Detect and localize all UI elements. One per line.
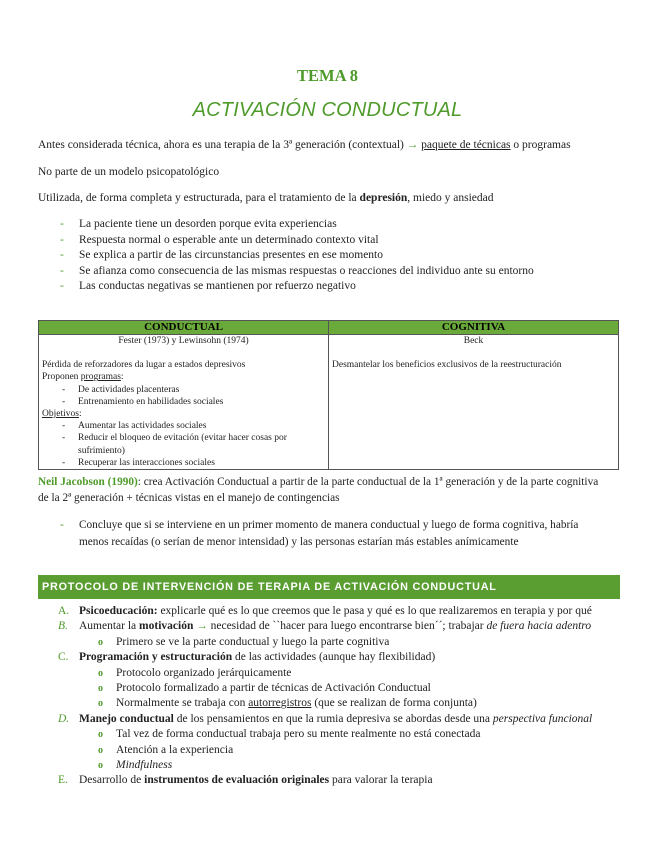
program-text: Entrenamiento en habilidades sociales [78, 396, 224, 407]
subitem-text: Atención a la experiencia [116, 743, 234, 756]
subitem-text: Primero se ve la parte conductual y luego la parte cognitiva [116, 635, 390, 648]
dash-icon: - [62, 457, 66, 468]
list-item [60, 233, 534, 249]
dash-icon: - [62, 421, 66, 432]
cognitiva-authors: Beck [463, 336, 484, 346]
page-title: TEMA 8 [297, 66, 358, 85]
circle-bullet-icon: o [98, 667, 103, 679]
list-item-text: La paciente tiene un desorden porque evita experiencias [79, 218, 337, 230]
protocol-subitem [58, 743, 592, 758]
circle-bullet-icon: o [98, 729, 103, 741]
conclusion-text-2: menos recaídas (o serían de menor intensidad) y las personas estarían más estables anímicamente [79, 536, 519, 548]
subitem-text: (que se realizan de forma conjunta) [311, 697, 477, 710]
subitem-text: Protocolo formalizado a partir de técnicas de Activación Conductual [116, 681, 431, 694]
item-text: explicarle qué es lo que creemos que le pasa y qué es lo que realizaremos en terapia y por qué [157, 605, 592, 617]
item-text: de las actividades (aunque hay flexibilidad) [232, 651, 436, 664]
dash-icon: - [60, 218, 64, 230]
characteristics-list [60, 217, 534, 295]
jacobson-paragraph-2: de la 2ª generación + técnicas vistas en el manejo de contingencias [38, 492, 340, 504]
list-item-text: Las conductas negativas se mantienen por refuerzo negativo [79, 280, 356, 292]
intro-text-end: o programas [510, 139, 571, 151]
depression-bold: depresión [359, 192, 408, 204]
objetivos-line [42, 408, 325, 420]
list-item [60, 217, 534, 233]
motivacion-bold: motivación [139, 620, 194, 633]
subitem-text: Protocolo organizado jerárquicamente [116, 666, 292, 679]
list-item [60, 279, 534, 295]
subitem-text: Tal vez de forma conductual trabaja pero su mente realmente no está conectada [116, 728, 481, 741]
programas-underlined: programas [80, 372, 121, 383]
protocol-subitem [58, 635, 592, 650]
marker-e: E. [58, 774, 68, 787]
objective-text: Reducir el bloqueo de evitación (evitar hacer cosas por [78, 433, 287, 444]
item-italic: perspectiva funcional [492, 712, 593, 725]
proponen-text: Proponen [42, 372, 81, 383]
conductual-authors: Fester (1973) y Lewinsohn (1974) [118, 336, 249, 346]
proponen-line [42, 371, 325, 383]
protocol-item-c [58, 650, 592, 665]
circle-bullet-icon: o [98, 759, 103, 771]
intro-paragraph-1 [38, 139, 571, 151]
conductual-cell [39, 335, 329, 470]
item-text: Aumentar la [79, 620, 140, 633]
protocol-item-d [58, 712, 592, 727]
dash-icon: - [60, 233, 64, 246]
cognitiva-line: Desmantelar los beneficios exclusivos de la reestructuración [332, 360, 562, 371]
circle-bullet-icon: o [98, 698, 103, 710]
list-item-text: Se explica a partir de las circunstancias presentes en ese momento [79, 249, 383, 261]
protocol-list [58, 604, 592, 789]
manejo-bold: Manejo conductual [79, 712, 174, 725]
cognitiva-header: COGNITIVA [329, 321, 619, 335]
circle-bullet-icon: o [98, 636, 103, 648]
objective-item [42, 457, 325, 469]
dash-icon: - [62, 396, 66, 407]
item-text: para valorar la terapia [329, 774, 433, 787]
arrow-icon: → [193, 620, 211, 633]
dash-icon: - [60, 519, 64, 531]
program-text: De actividades placenteras [78, 384, 180, 395]
objetivos-underlined: Objetivos [42, 409, 79, 420]
intro-paragraph-3 [38, 192, 494, 204]
colon: : [78, 409, 82, 420]
list-item-text: Respuesta normal o esperable ante un determinado contexto vital [79, 233, 379, 246]
cognitiva-cell [329, 335, 619, 470]
techniques-link-text: paquete de técnicas [421, 139, 511, 151]
colon: : [120, 372, 124, 383]
conclusion-item [60, 519, 578, 531]
arrow-icon: → [406, 139, 419, 151]
objective-item [42, 420, 325, 432]
protocol-banner: PROTOCOLO DE INTERVENCIÓN DE TERAPIA DE ACTIVACIÓN CONDUCTUAL [38, 575, 620, 599]
item-text: Desarrollo de [79, 774, 145, 787]
dash-icon: - [60, 249, 64, 261]
dash-icon: - [62, 433, 66, 444]
program-item [42, 396, 325, 408]
conductual-header: CONDUCTUAL [39, 321, 329, 335]
protocol-item-e [58, 773, 592, 788]
marker-b: B. [58, 620, 68, 633]
protocol-subitem [58, 696, 592, 711]
program-item [42, 384, 325, 396]
intro-3-text: Utilizada, de forma completa y estructurada, para el tratamiento de la [38, 192, 360, 204]
circle-bullet-icon: o [98, 682, 103, 694]
list-item-text: Se afianza como consecuencia de las mismas respuestas o reacciones del individuo ante su entorno [79, 264, 534, 277]
marker-a: A. [58, 605, 70, 617]
protocol-item-a [58, 604, 592, 619]
comparison-table [38, 320, 619, 470]
list-item [60, 264, 534, 280]
marker-d: D. [58, 712, 70, 725]
dash-icon: - [60, 264, 64, 277]
objective-item-cont: sufrimiento) [78, 445, 125, 456]
protocol-subitem [58, 666, 592, 681]
conclusion-text: Concluye que si se interviene en un primer momento de manera conductual y luego de forma cognitiva, habría [79, 519, 579, 531]
subitem-text: Normalmente se trabaja con [116, 697, 249, 710]
marker-c: C. [58, 651, 69, 664]
intro-3-end: , miedo y ansiedad [407, 192, 494, 204]
objective-text: Aumentar las actividades sociales [78, 421, 207, 432]
intro-text: Antes considerada técnica, ahora es una terapia de la 3ª generación (contextual) [38, 139, 407, 151]
dash-icon: - [60, 280, 64, 292]
jacobson-name: Neil Jacobson (1990) [38, 476, 138, 488]
objective-item [42, 432, 325, 444]
autorregistros-underlined: autorregistros [248, 697, 312, 710]
item-text: necesidad de ``hacer para luego encontrarse bien´´; trabajar [210, 620, 487, 633]
instrumentos-bold: instrumentos de evaluación originales [144, 774, 330, 787]
circle-bullet-icon: o [98, 744, 103, 756]
psicoeducacion-bold: Psicoeducación: [79, 605, 158, 617]
protocol-subitem [58, 758, 592, 773]
item-text: de los pensamientos en que la rumia depresiva se abordas desde una [173, 712, 493, 725]
intro-paragraph-2: No parte de un modelo psicopatológico [38, 166, 220, 178]
list-item [60, 248, 534, 264]
protocol-item-b [58, 619, 592, 634]
conductual-line: Pérdida de reforzadores da lugar a estados depresivos [42, 360, 246, 371]
protocol-subitem [58, 727, 592, 742]
protocol-subitem [58, 681, 592, 696]
jacobson-paragraph [38, 476, 598, 488]
programacion-bold: Programación y estructuración [79, 651, 233, 664]
item-italic: de fuera hacia adentro [486, 620, 592, 633]
subitem-italic: Mindfulness [116, 758, 173, 771]
jacobson-text: : crea Activación Conductual a partir de la parte conductual de la 1ª generación y de la parte cognitiva [137, 476, 599, 488]
page-subtitle: ACTIVACIÓN CONDUCTUAL [192, 99, 463, 121]
objective-text: Recuperar las interacciones sociales [78, 457, 215, 468]
dash-icon: - [62, 384, 66, 395]
